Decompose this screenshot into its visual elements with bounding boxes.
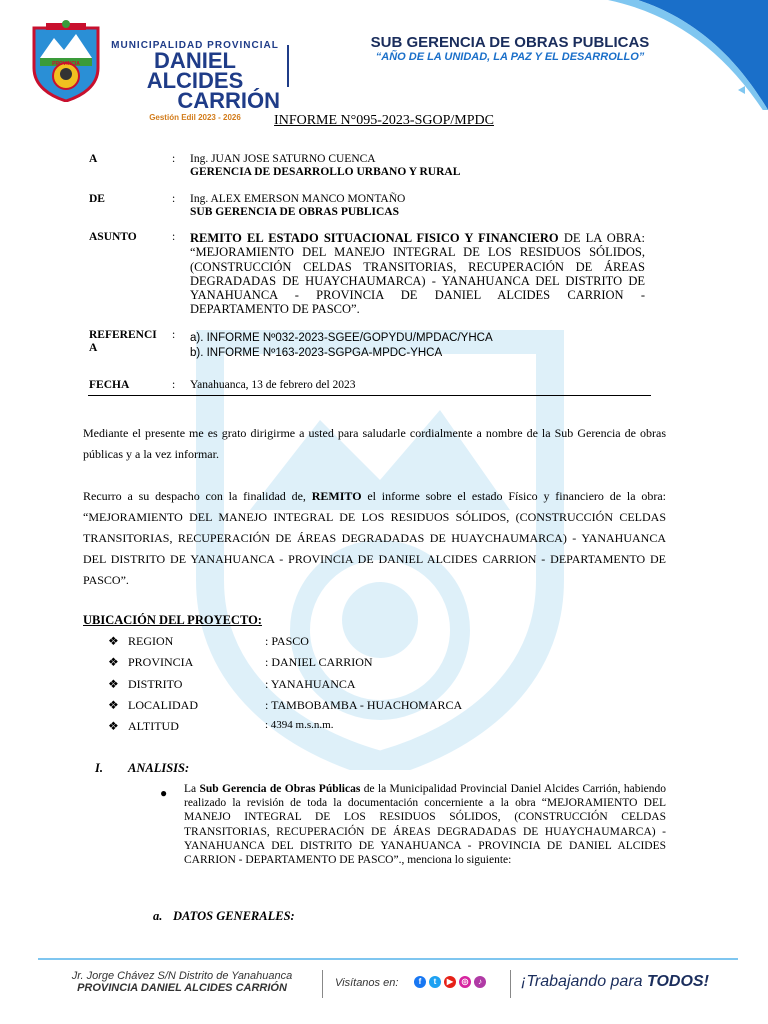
- tiktok-icon[interactable]: ♪: [474, 976, 486, 988]
- instagram-icon[interactable]: ◎: [459, 976, 471, 988]
- colon: :: [172, 193, 176, 205]
- remit-bold: REMITO: [311, 489, 362, 503]
- general-data-heading: [153, 909, 295, 924]
- social-icons: [414, 976, 486, 988]
- location-value: : 4394 m.s.n.m.: [265, 719, 334, 731]
- diamond-bullet-icon: ❖: [108, 655, 119, 669]
- to-label: A: [89, 153, 98, 165]
- report-title: INFORME N°095-2023-SGOP/MPDC: [274, 113, 494, 128]
- from-label: DE: [89, 193, 105, 205]
- municipality-line3: CARRIÓN: [177, 88, 280, 113]
- municipality-line1: MUNICIPALIDAD PROVINCIAL: [111, 40, 279, 51]
- slogan-pre: ¡Trabajando para: [521, 973, 647, 990]
- footer-street: Jr. Jorge Chávez S/N Distrito de Yanahuanca: [71, 970, 293, 982]
- analysis-title: ANALISIS:: [128, 761, 190, 775]
- subject-label: ASUNTO: [89, 231, 137, 243]
- gestion-label: Gestión Edil 2023 - 2026: [149, 113, 241, 122]
- colon: :: [172, 231, 176, 243]
- reference-a: a). INFORME Nº032-2023-SGEE/GOPYDU/MPDAC/YHCA: [190, 332, 493, 344]
- analysis-bold: Sub Gerencia de Obras Públicas: [199, 783, 361, 795]
- colon: :: [172, 379, 176, 391]
- year-motto: “AÑO DE LA UNIDAD, LA PAZ Y EL DESARROLLO”: [375, 51, 645, 63]
- location-key: ALTITUD: [128, 719, 179, 733]
- general-data-number: a.: [153, 909, 163, 923]
- facebook-icon[interactable]: f: [414, 976, 426, 988]
- colon: :: [172, 329, 176, 341]
- from-name: Ing. ALEX EMERSON MANCO MONTAÑO: [190, 193, 406, 205]
- diamond-bullet-icon: ❖: [108, 677, 119, 691]
- analysis-paragraph: [184, 782, 666, 867]
- reference-label-line2: A: [89, 342, 98, 354]
- to-value: [190, 153, 645, 179]
- remit-paragraph: [83, 486, 666, 591]
- general-data-title: DATOS GENERALES:: [173, 909, 295, 923]
- from-value: [190, 193, 645, 219]
- intro-paragraph: Mediante el presente me es grato dirigirme a usted para saludarle cordialmente a nombre de la Sub Gerencia de obras públicas y a la vez informar.: [83, 426, 666, 461]
- header-rule: [88, 395, 651, 396]
- analysis-pre: La: [184, 783, 200, 795]
- header-divider: [287, 45, 289, 87]
- location-value: : DANIEL CARRION: [265, 655, 373, 669]
- remit-post: el informe sobre el estado Físico y financiero de la obra: “MEJORAMIENTO DEL MANEJO INTEGRAL DE LOS RESIDUOS SÓLIDOS, (CONSTRUCCIÓN CELDAS TRANSITORIAS, RECUPERACIÓN DE ÁREAS DEGRADADAS DE HUAYCHAUMARCA) - YANAHUANCA DEL DISTRITO DE YANAHUANCA - PROVINCIA DE DANIEL ALCIDES CARRION - DEPARTAMENTO DE PASCO”.: [83, 489, 666, 587]
- colon: :: [172, 153, 176, 165]
- location-heading: UBICACIÓN DEL PROYECTO:: [83, 613, 262, 627]
- footer-province: PROVINCIA DANIEL ALCIDES CARRIÓN: [77, 982, 287, 994]
- footer-divider: [510, 970, 511, 998]
- location-key: DISTRITO: [128, 677, 183, 691]
- analysis-heading: [95, 761, 189, 776]
- bullet-dot-icon: ●: [160, 786, 168, 800]
- youtube-icon[interactable]: ▶: [444, 976, 456, 988]
- date-value: Yanahuanca, 13 de febrero del 2023: [190, 379, 356, 391]
- footer-visit-label: Visítanos en:: [335, 977, 399, 989]
- logo-province-text: PROVINCIA: [52, 61, 80, 67]
- municipality-name: [110, 40, 280, 122]
- footer-divider: [322, 970, 323, 998]
- analysis-post: de la Municipalidad Provincial Daniel Alcides Carrión, habiendo realizado la revisión de toda la documentación concerniente a la obra “MEJORAMIENTO DEL MANEJO INTEGRAL DE LOS RESIDUOS SÓLIDOS, (CONSTRUCCIÓN CELDAS TRANSITORIAS, RECUPERACIÓN DE ÁREAS DEGRADADAS DE HUAYCHAUMARCA) - YANAHUANCA DEL DISTRITO DE YANAHUANCA - PROVINCIA DE DANIEL ALCIDES CARRION - DEPARTAMENTO DE PASCO”., menciona lo siguiente:: [184, 783, 666, 867]
- location-key: PROVINCIA: [128, 655, 194, 669]
- location-value: : TAMBOBAMBA - HUACHOMARCA: [265, 698, 463, 712]
- municipality-logo: [30, 18, 102, 102]
- remit-pre: Recurro a su despacho con la finalidad de,: [83, 489, 312, 503]
- slogan-bold: TODOS!: [647, 973, 709, 990]
- diamond-bullet-icon: ❖: [108, 698, 119, 712]
- municipality-line2: DANIEL ALCIDES: [146, 48, 244, 93]
- subject-rest: DE LA OBRA: “MEJORAMIENTO DEL MANEJO INTEGRAL DE LOS RESIDUOS SÓLIDOS, (CONSTRUCCIÓN CELDAS TRANSITORIAS, RECUPERACIÓN DE ÁREAS DEGRADADAS DE HUAYCHAUMARCA) - YANAHUANCA DEL DISTRITO DE YANAHUANCA - PROVINCIA DE DANIEL ALCIDES CARRION - DEPARTAMENTO DE PASCO”.: [190, 231, 646, 317]
- subject-bold: REMITO EL ESTADO SITUACIONAL FISICO Y FINANCIERO: [190, 231, 559, 245]
- office-header: [300, 34, 720, 63]
- diamond-bullet-icon: ❖: [108, 634, 119, 648]
- footer-address: [52, 970, 312, 994]
- from-office: SUB GERENCIA DE OBRAS PUBLICAS: [190, 206, 399, 218]
- diamond-bullet-icon: ❖: [108, 719, 119, 733]
- subject-value: [190, 231, 645, 317]
- location-value: : YANAHUANCA: [265, 677, 356, 691]
- to-office: GERENCIA DE DESARROLLO URBANO Y RURAL: [190, 166, 461, 178]
- footer-slogan: [521, 973, 709, 991]
- office-title: SUB GERENCIA DE OBRAS PUBLICAS: [370, 34, 650, 51]
- reference-b: b). INFORME Nº163-2023-SGPGA-MPDC-YHCA: [190, 347, 443, 359]
- reference-label: [89, 329, 157, 355]
- reference-label-line1: REFERENCI: [89, 329, 157, 341]
- location-key: REGION: [128, 634, 174, 648]
- analysis-number: I.: [95, 761, 103, 775]
- reference-value: [190, 331, 645, 361]
- location-key: LOCALIDAD: [128, 698, 198, 712]
- to-name: Ing. JUAN JOSE SATURNO CUENCA: [190, 153, 376, 165]
- location-value: : PASCO: [265, 634, 309, 648]
- footer-rule: [38, 958, 738, 960]
- twitter-icon[interactable]: t: [429, 976, 441, 988]
- date-label: FECHA: [89, 379, 130, 391]
